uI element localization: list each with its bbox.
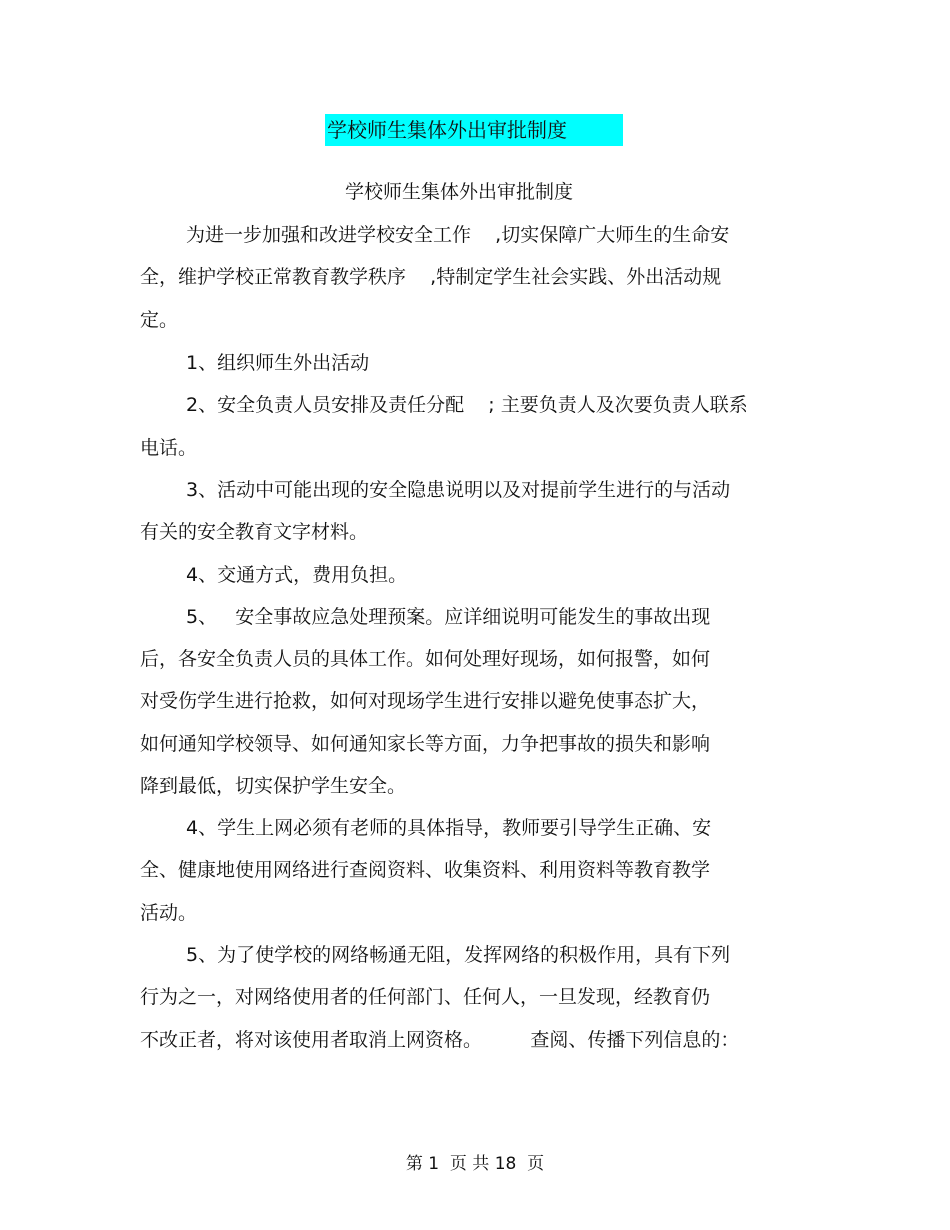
text-line: 定。	[140, 309, 179, 331]
text-line: 活动。	[140, 902, 198, 924]
text-line: 对受伤学生进行抢救，如何对现场学生进行安排以避免使事态扩大，	[140, 690, 711, 712]
text-line: 全，维护学校正常教育教学秩序 ,特制定学生社会实践、外出活动规	[140, 266, 722, 288]
list-item: 3、活动中可能出现的安全隐患说明以及对提前学生进行的与活动	[186, 479, 731, 501]
text-line: 电话。	[140, 437, 198, 459]
list-item: 5、 安全事故应急处理预案。应详细说明可能发生的事故出现	[186, 606, 711, 628]
list-item: 1、组织师生外出活动	[186, 352, 370, 374]
list-item: 4、学生上网必须有老师的具体指导，教师要引导学生正确、安	[186, 817, 712, 839]
text-line: 后，各安全负责人员的具体工作。如何处理好现场，如何报警，如何	[140, 648, 711, 670]
text-line: 如何通知学校领导、如何通知家长等方面，力争把事故的损失和影响	[140, 733, 711, 755]
list-item: 2、安全负责人员安排及责任分配 ; 主要负责人及次要负责人联系	[186, 394, 748, 416]
text-line: 有关的安全教育文字材料。	[140, 521, 369, 543]
page-number-footer: 第 1 页 共 18 页	[405, 1154, 545, 1174]
text-line: 为进一步加强和改进学校安全工作 ,切实保障广大师生的生命安	[186, 224, 730, 246]
text-line: 全、健康地使用网络进行查阅资料、收集资料、利用资料等教育教学	[140, 859, 711, 881]
text-line: 降到最低，切实保护学生安全。	[140, 775, 407, 797]
list-item: 4、交通方式，费用负担。	[186, 564, 408, 586]
text-line: 不改正者，将对该使用者取消上网资格。 查阅、传播下列信息的：	[140, 1029, 740, 1051]
subtitle: 学校师生集体外出审批制度	[345, 181, 574, 203]
text-line: 行为之一，对网络使用者的任何部门、任何人，一旦发现，经教育仍	[140, 986, 711, 1008]
highlighted-title: 学校师生集体外出审批制度	[325, 114, 623, 146]
list-item: 5、为了使学校的网络畅通无阻，发挥网络的积极作用，具有下列	[186, 944, 731, 966]
